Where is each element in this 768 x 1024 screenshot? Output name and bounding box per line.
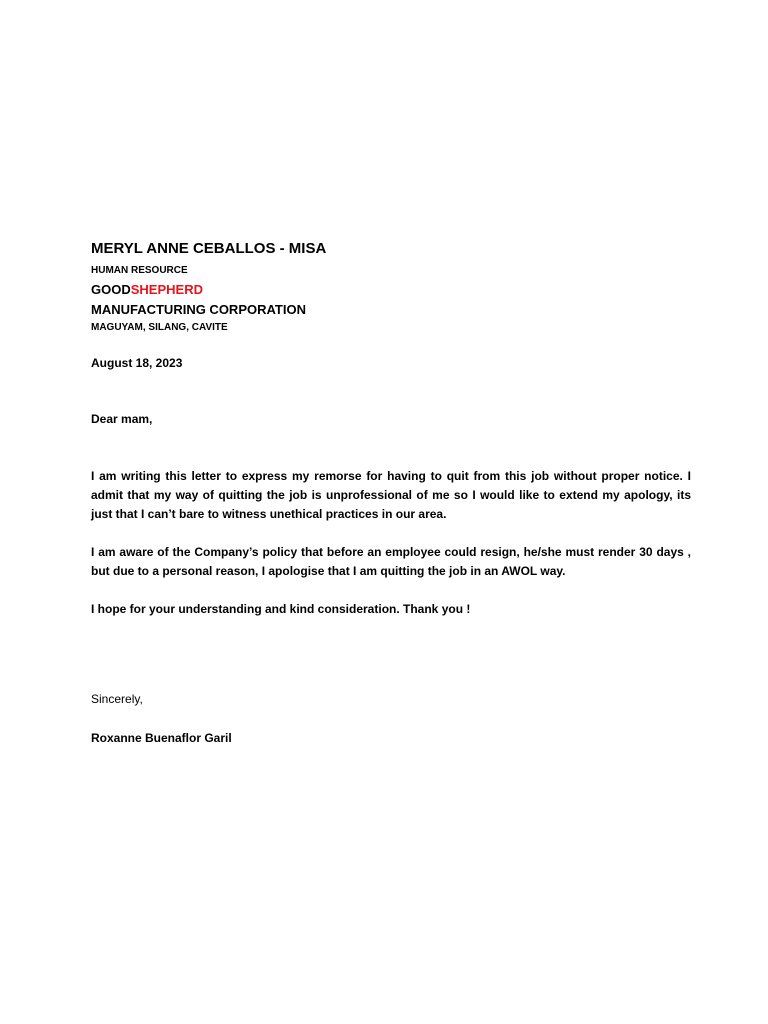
body-paragraph-1: I am writing this letter to express my remorse for having to quit from this job without proper notice. I admit that my way of quitting the job is unprofessional of me so I would like to extend my apology, its just that I can’t bare to witness unethical practices in our area. <box>91 469 691 521</box>
company-name-shepherd: SHEPHERD <box>130 282 203 297</box>
salutation: Dear mam, <box>91 412 153 426</box>
company-name-line2: MANUFACTURING CORPORATION <box>91 302 306 317</box>
letter-date: August 18, 2023 <box>91 356 183 370</box>
signature-name: Roxanne Buenaflor Garil <box>91 731 232 745</box>
company-name-good: GOOD <box>91 282 131 297</box>
company-address: MAGUYAM, SILANG, CAVITE <box>91 322 228 333</box>
body-paragraph-3: I hope for your understanding and kind consideration. Thank you ! <box>91 602 471 616</box>
recipient-name: MERYL ANNE CEBALLOS - MISA <box>91 240 327 257</box>
body-paragraph-2: I am aware of the Company’s policy that before an employee could resign, he/she must render 30 days , but due to a personal reason, I apologise that I am quitting the job in an AWOL way. <box>91 545 691 578</box>
recipient-department: HUMAN RESOURCE <box>91 265 188 276</box>
company-name-line1 <box>91 282 691 297</box>
closing: Sincerely, <box>91 692 143 706</box>
